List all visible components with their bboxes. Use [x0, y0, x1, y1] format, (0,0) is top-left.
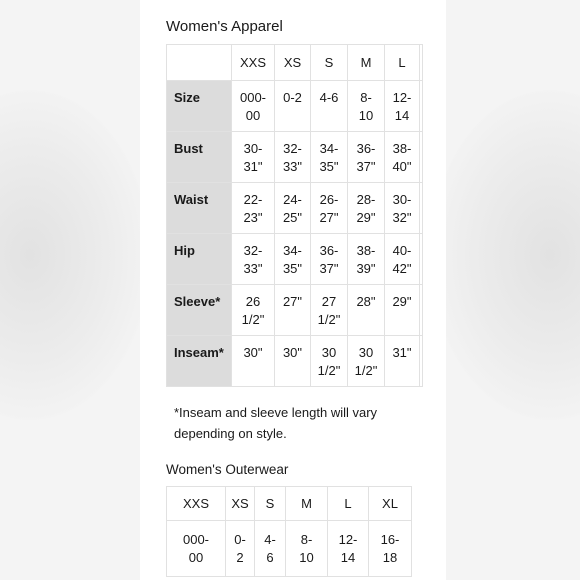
size-header: XS: [275, 45, 311, 81]
apparel-row: [167, 183, 423, 234]
spacer-cell: [420, 285, 423, 336]
outerwear-cell: 8- 10: [286, 521, 328, 577]
size-header: S: [311, 45, 348, 81]
measurement-cell: 30": [275, 336, 311, 387]
measurement-cell: 000- 00: [232, 81, 275, 132]
measurement-cell: 28": [348, 285, 385, 336]
row-label: Inseam*: [167, 336, 232, 387]
measurement-cell: 31": [385, 336, 420, 387]
outerwear-size-table: [166, 486, 412, 577]
measurement-cell: 30 1/2": [348, 336, 385, 387]
outerwear-cell: 0- 2: [226, 521, 255, 577]
measurement-cell: 34- 35": [311, 132, 348, 183]
measurement-cell: 38- 39": [348, 234, 385, 285]
measurement-cell: 34- 35": [275, 234, 311, 285]
row-label: Waist: [167, 183, 232, 234]
apparel-body: [167, 81, 423, 387]
apparel-row: [167, 132, 423, 183]
measurement-cell: 36- 37": [348, 132, 385, 183]
measurement-cell: 26- 27": [311, 183, 348, 234]
background-blob-right: [430, 90, 580, 420]
size-header: XXS: [167, 487, 226, 521]
apparel-header-row: [167, 45, 423, 81]
apparel-row: [167, 234, 423, 285]
size-header: XL: [369, 487, 412, 521]
row-label: Hip: [167, 234, 232, 285]
measurement-cell: 29": [385, 285, 420, 336]
measurement-cell: 22- 23": [232, 183, 275, 234]
apparel-size-table: [166, 44, 423, 387]
measurement-cell: 32- 33": [275, 132, 311, 183]
spacer-cell: [420, 81, 423, 132]
size-header: M: [286, 487, 328, 521]
measurement-cell: 30": [232, 336, 275, 387]
measurement-cell: 40- 42": [385, 234, 420, 285]
measurement-cell: 36- 37": [311, 234, 348, 285]
measurement-cell: 8- 10: [348, 81, 385, 132]
row-label: Sleeve*: [167, 285, 232, 336]
size-header: L: [385, 45, 420, 81]
size-header: XXS: [232, 45, 275, 81]
apparel-row: [167, 81, 423, 132]
size-header: XS: [226, 487, 255, 521]
measurement-cell: 24- 25": [275, 183, 311, 234]
outerwear-size-row: [167, 521, 412, 577]
size-header: M: [348, 45, 385, 81]
measurement-cell: 0-2: [275, 81, 311, 132]
background-blob-left: [0, 90, 150, 420]
apparel-title: Women's Apparel: [166, 18, 283, 35]
footnote: *Inseam and sleeve length will vary depending on style.: [174, 405, 378, 441]
header-corner: [167, 45, 232, 81]
row-label: Size: [167, 81, 232, 132]
measurement-cell: 32- 33": [232, 234, 275, 285]
spacer-cell: [420, 234, 423, 285]
spacer-cell: [420, 183, 423, 234]
outerwear-cell: 16- 18: [369, 521, 412, 577]
measurement-cell: 30- 32": [385, 183, 420, 234]
measurement-cell: 27": [275, 285, 311, 336]
outerwear-header-row: [167, 487, 412, 521]
measurement-cell: 30 1/2": [311, 336, 348, 387]
apparel-row: [167, 285, 423, 336]
apparel-row: [167, 336, 423, 387]
outerwear-cell: 12- 14: [328, 521, 369, 577]
spacer-column: [420, 45, 423, 81]
spacer-cell: [420, 336, 423, 387]
outerwear-title: Women's Outerwear: [166, 462, 289, 477]
size-header: L: [328, 487, 369, 521]
size-chart-card: [140, 0, 446, 580]
measurement-cell: 38- 40": [385, 132, 420, 183]
row-label: Bust: [167, 132, 232, 183]
measurement-cell: 12- 14: [385, 81, 420, 132]
measurement-cell: 30- 31": [232, 132, 275, 183]
measurement-cell: 4-6: [311, 81, 348, 132]
measurement-cell: 27 1/2": [311, 285, 348, 336]
size-header: S: [255, 487, 286, 521]
outerwear-cell: 4- 6: [255, 521, 286, 577]
spacer-cell: [420, 132, 423, 183]
measurement-cell: 26 1/2": [232, 285, 275, 336]
measurement-cell: 28- 29": [348, 183, 385, 234]
outerwear-cell: 000- 00: [167, 521, 226, 577]
